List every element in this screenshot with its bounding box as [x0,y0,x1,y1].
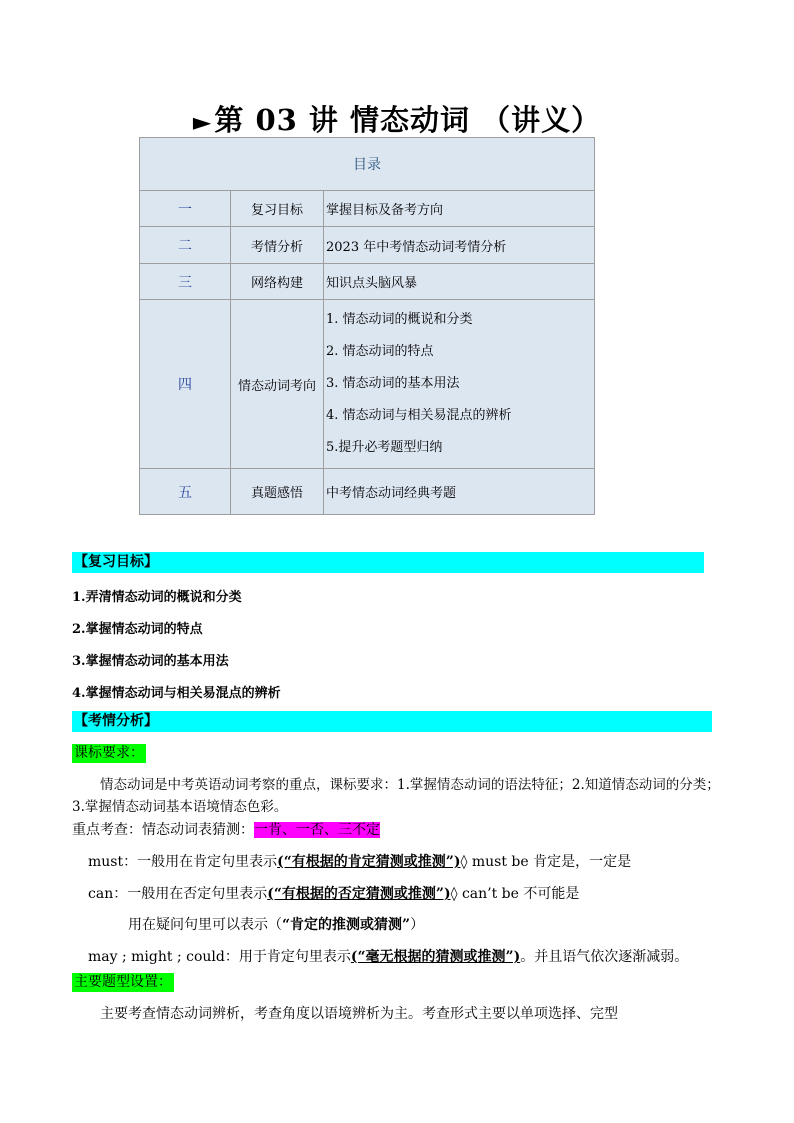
question-suffix: ） [410,917,425,933]
question-line [128,914,424,934]
toc-row-num: 三 [140,264,231,300]
toc-row-item: 知识点头脑风暴 [324,264,595,300]
page-title [0,98,794,139]
focus-line [72,819,380,839]
cant-suffix: ◊ can’t be 不可能是 [450,886,580,902]
toc-row-num: 五 [140,469,231,515]
toc-row-num: 二 [140,227,231,264]
review-goals-banner: 【复习目标】 [72,552,704,573]
question-emphasis: “肯定的推测或猜测” [282,917,411,933]
toc-sub-item: 2. 情态动词的特点 [326,344,434,359]
toc-row-num: 四 [140,300,231,469]
may-line [88,946,688,966]
focus-prefix: 重点考查：情态动词表猜测： [72,822,254,838]
must-prefix: must：一般用在肯定句里表示 [88,854,278,870]
toc-row-category: 情态动词考向 [231,300,324,469]
exam-analysis-banner: 【考情分析】 [72,711,712,732]
title-text: 第 03 讲 情态动词 （讲义） [214,103,602,137]
question-prefix: 用在疑问句里可以表示（ [128,917,282,933]
toc-row-category: 真题感悟 [231,469,324,515]
toc-row-category: 复习目标 [231,191,324,227]
may-prefix: may ; might ; could：用于肯定句里表示 [88,949,351,965]
toc-sub-item: 1. 情态动词的概说和分类 [326,312,473,327]
must-line [88,851,631,871]
cant-line [88,883,579,903]
cant-emphasis: (“有根据的否定猜测或推测”) [267,886,451,902]
toc-row-num: 一 [140,191,231,227]
must-suffix: ◊ must be 肯定是，一定是 [460,854,632,870]
focus-highlight: 一肯、一否、三不定 [254,822,380,838]
must-emphasis: (“有根据的肯定猜测或推测”) [277,854,461,870]
cant-prefix: can：一般用在否定句里表示 [88,886,268,902]
objective-item: 3.掌握情态动词的基本用法 [72,654,229,669]
objective-item: 2.掌握情态动词的特点 [72,622,203,637]
toc-heading: 目录 [140,138,595,191]
toc-row-item: 掌握目标及备考方向 [324,191,595,227]
toc-sub-item: 5.提升必考题型归纳 [326,440,443,455]
toc-row-category: 考情分析 [231,227,324,264]
may-suffix: 。并且语气依次逐渐减弱。 [520,949,689,965]
standard-text-continued: 3.掌握情态动词基本语境情态色彩。 [72,799,288,815]
toc-row-category: 网络构建 [231,264,324,300]
standard-label: 课标要求： [74,745,144,761]
question-types-label: 主要题型设置： [74,974,172,990]
question-types-text: 主要考查情态动词辨析，考查角度以语境辨析为主。考查形式主要以单项选择、完型 [100,1006,618,1022]
objective-item: 4.掌握情态动词与相关易混点的辨析 [72,686,281,701]
objective-item: 1.弄清情态动词的概说和分类 [72,590,242,605]
triangle-bullet-icon: ► [192,107,213,136]
toc-row-item: 中考情态动词经典考题 [324,469,595,515]
may-emphasis: (“毫无根据的猜测或推测”) [350,949,521,965]
toc-row-items [324,300,595,469]
standard-text: 情态动词是中考英语动词考察的重点，课标要求：1.掌握情态动词的语法特征；2.知道情态动词的分类； [100,777,720,793]
toc-sub-item: 4. 情态动词与相关易混点的辨析 [326,408,512,423]
toc-sub-item: 3. 情态动词的基本用法 [326,376,460,391]
table-of-contents [139,137,595,515]
toc-row-item: 2023 年中考情态动词考情分析 [324,227,595,264]
